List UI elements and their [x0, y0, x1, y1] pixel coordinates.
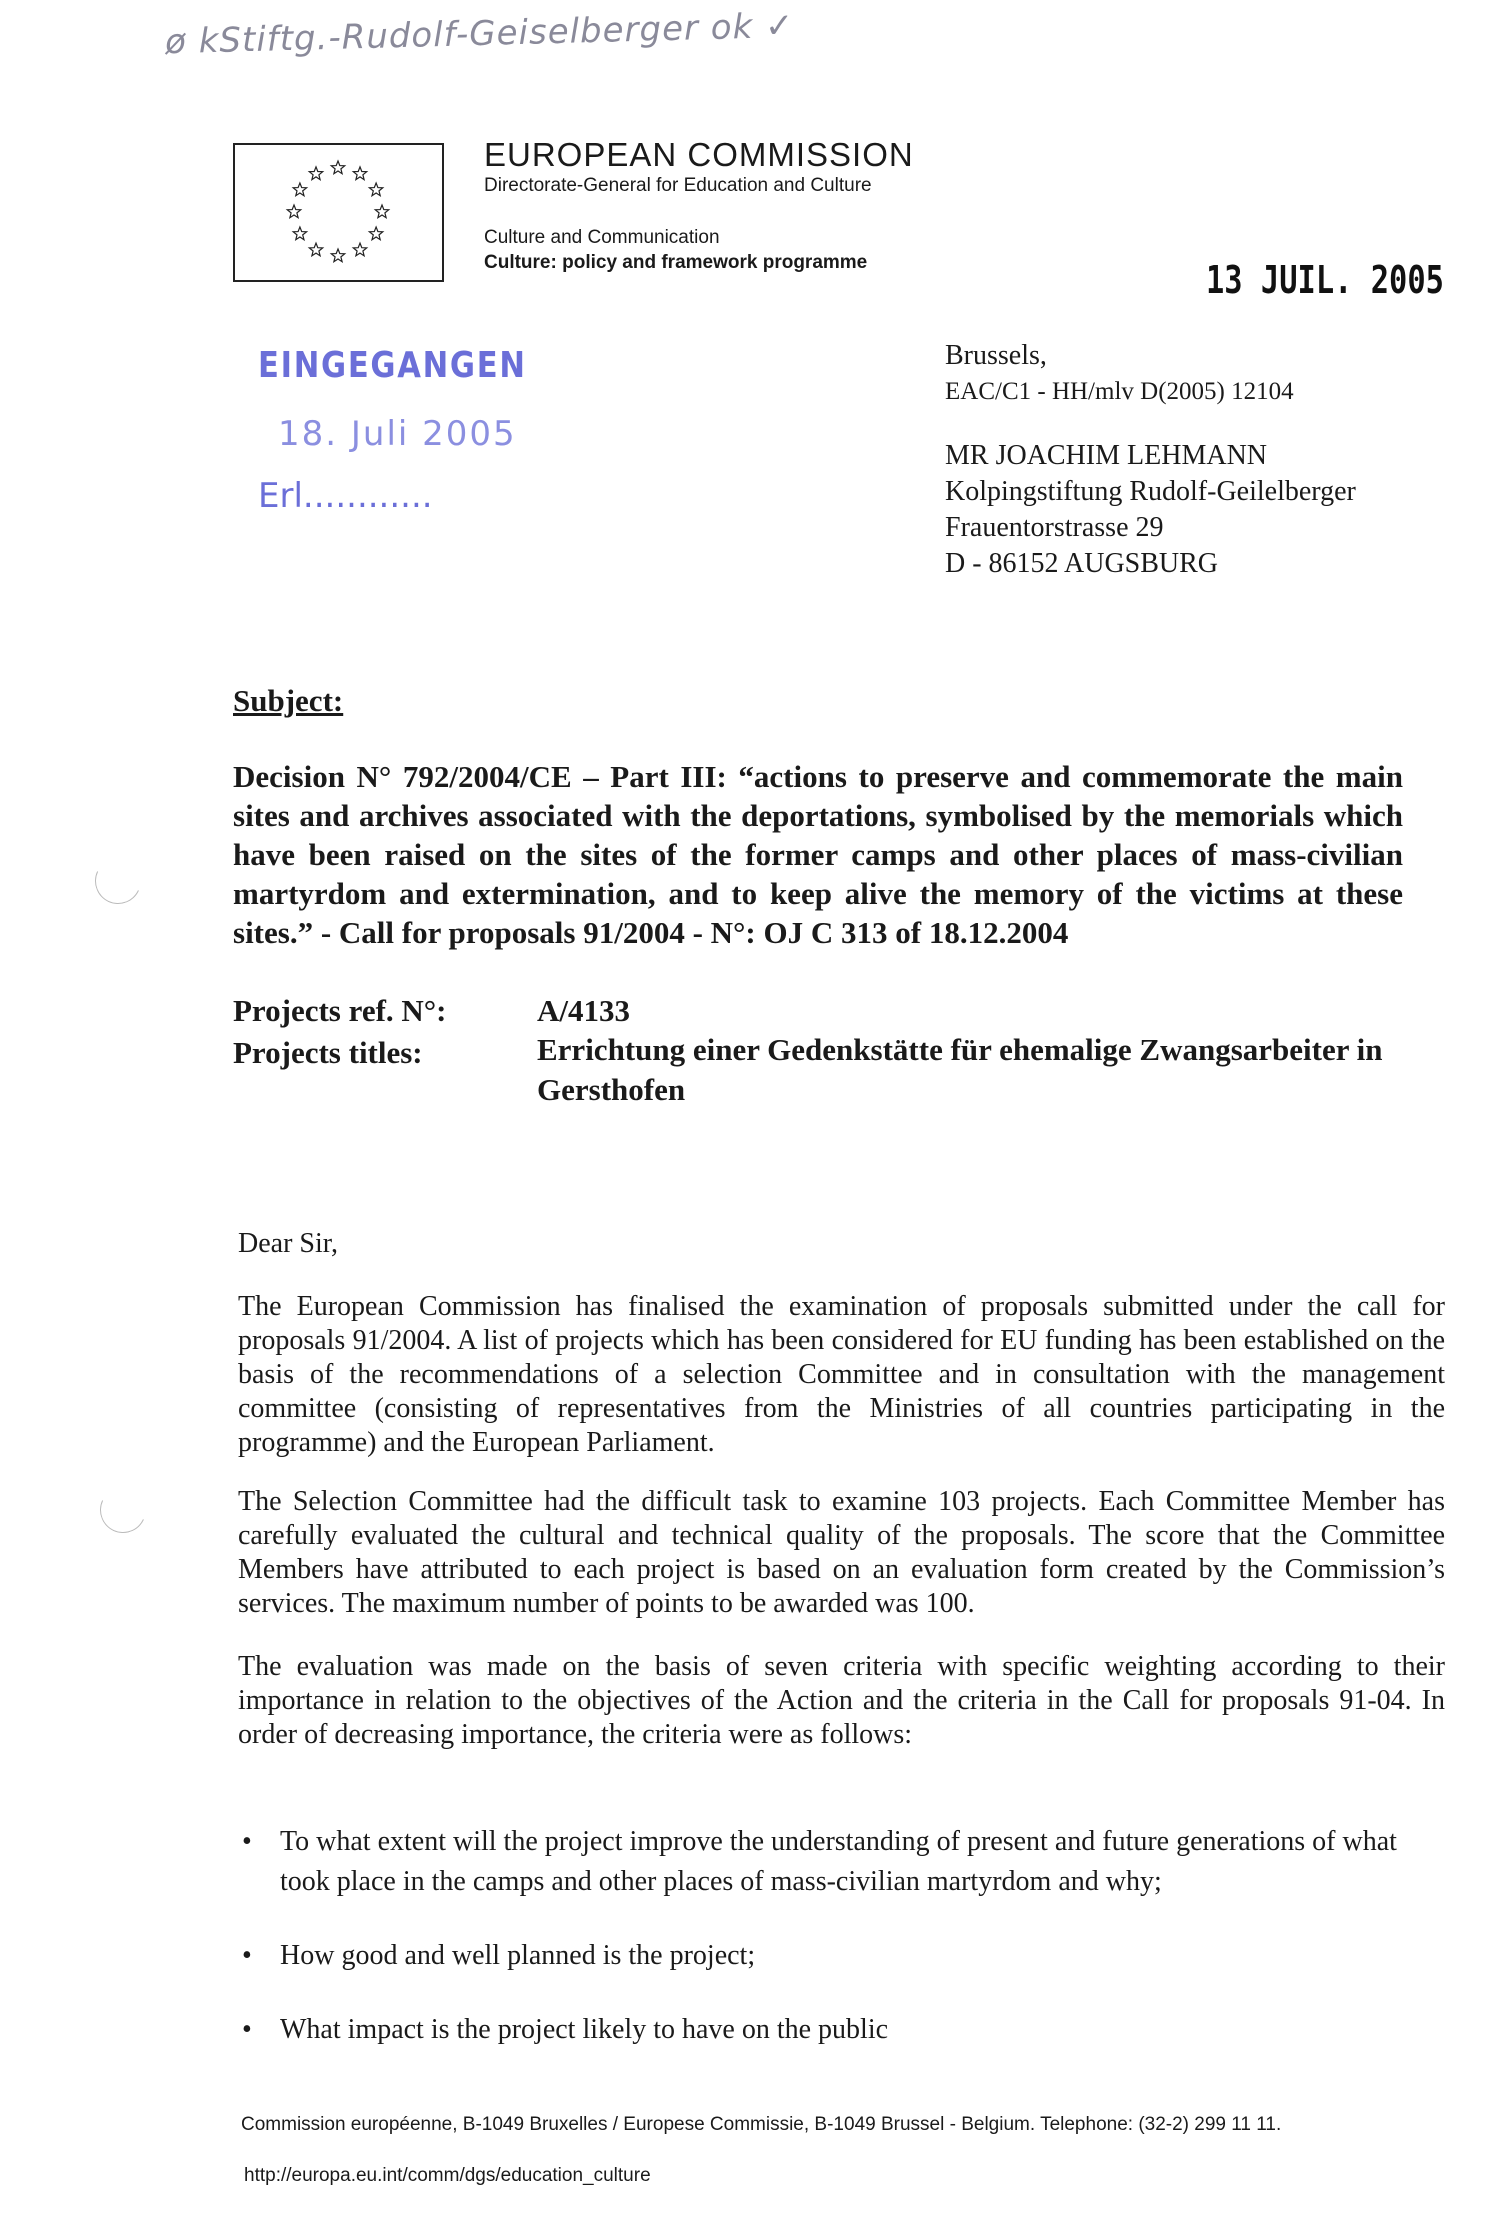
- star-icon: [331, 249, 344, 262]
- handwritten-annotation: ø kStiftg.-Rudolf-Geiselberger ok ✓: [164, 5, 796, 63]
- received-label: EINGEGANGEN: [258, 345, 527, 386]
- received-erl: Erl............: [258, 476, 433, 516]
- project-ref-label: Projects ref. N°:: [233, 993, 447, 1028]
- unit-name: Culture and Communication: [484, 227, 720, 248]
- list-item: • To what extent will the project improve the understanding of present and future generations of what took place in the camps and other places of mass-civilian martyrdom and why;: [238, 1822, 1445, 1902]
- organisation-title: EUROPEAN COMMISSION: [484, 136, 914, 173]
- star-icon: [375, 205, 388, 218]
- star-icon: [293, 227, 306, 240]
- paragraph-2: The Selection Committee had the difficult task to examine 103 projects. Each Committee Member has carefully evaluated the cultural and technical quality of the proposals. The score that the Committee Members have attributed to each project is based on an evaluation form created by the Commission’s services. The maximum number of points to be awarded was 100.: [238, 1486, 1445, 1619]
- received-date: 18. Juli 2005: [278, 414, 517, 454]
- date-stamp: 13 JUIL. 2005: [1206, 258, 1444, 302]
- punch-hole-mark: [89, 852, 148, 911]
- punch-hole-mark: [94, 1481, 153, 1540]
- eu-logo: [233, 143, 444, 282]
- star-icon: [353, 167, 366, 180]
- recipient-postcode-city: D - 86152 AUGSBURG: [945, 548, 1219, 579]
- list-item: • How good and well planned is the project;: [238, 1936, 1445, 1976]
- sub-unit-name: Culture: policy and framework programme: [484, 252, 868, 273]
- salutation: Dear Sir,: [238, 1228, 338, 1259]
- recipient-street: Frauentorstrasse 29: [945, 512, 1164, 543]
- star-icon: [309, 243, 322, 256]
- project-ref-value: A/4133: [537, 993, 630, 1028]
- star-icon: [369, 183, 382, 196]
- address-city: Brussels,: [945, 340, 1047, 371]
- star-icon: [309, 167, 322, 180]
- eu-flag-stars-icon: [235, 145, 442, 280]
- star-icon: [369, 227, 382, 240]
- address-block: [945, 338, 1356, 582]
- footer-url: http://europa.eu.int/comm/dgs/education_culture: [244, 2165, 651, 2186]
- directorate-name: Directorate-General for Education and Culture: [484, 175, 872, 196]
- received-stamp: [258, 345, 574, 516]
- subject-label: Subject:: [233, 683, 344, 718]
- star-icon: [353, 243, 366, 256]
- reference-number: EAC/C1 - HH/mlv D(2005) 12104: [945, 378, 1294, 405]
- paragraph-3: The evaluation was made on the basis of seven criteria with specific weighting according to their importance in relation to the objectives of the Action and the criteria in the Call for proposals 91-04. In order of decreasing importance, the criteria were as follows:: [238, 1651, 1445, 1750]
- recipient-organisation: Kolpingstiftung Rudolf-Geilelberger: [945, 476, 1356, 507]
- list-item: • What impact is the project likely to have on the public: [238, 2010, 1445, 2050]
- project-title-value: Errichtung einer Gedenkstätte für ehemalige Zwangsarbeiter in Gersthofen: [537, 1032, 1383, 1107]
- criteria-list: [238, 1822, 1445, 2084]
- star-icon: [287, 205, 300, 218]
- project-title-label: Projects titles:: [233, 1035, 423, 1070]
- star-icon: [331, 161, 344, 174]
- star-icon: [293, 183, 306, 196]
- paragraph-1: The European Commission has finalised the examination of proposals submitted under the call for proposals 91/2004. A list of projects which has been considered for EU funding has been established on the basis of the recommendations of a selection Committee and in consultation with the management committee (consisting of representatives from the Ministries of all countries participating in the programme) and the European Parliament.: [238, 1291, 1445, 1458]
- footer-address: Commission européenne, B-1049 Bruxelles / Europese Commissie, B-1049 Brussel - Belgium. Telephone: (32-2) 299 11 11.: [241, 2114, 1282, 2135]
- subject-text: Decision N° 792/2004/CE – Part III: “actions to preserve and commemorate the main sites and archives associated with the deportations, symbolised by the memorials which have been raised on the sites of the former camps and other places of mass-civilian martyrdom and extermination, and to keep alive the memory of the victims at these sites.” - Call for proposals 91/2004 - N°: OJ C 313 of 18.12.2004: [233, 759, 1403, 950]
- recipient-name: MR JOACHIM LEHMANN: [945, 440, 1268, 471]
